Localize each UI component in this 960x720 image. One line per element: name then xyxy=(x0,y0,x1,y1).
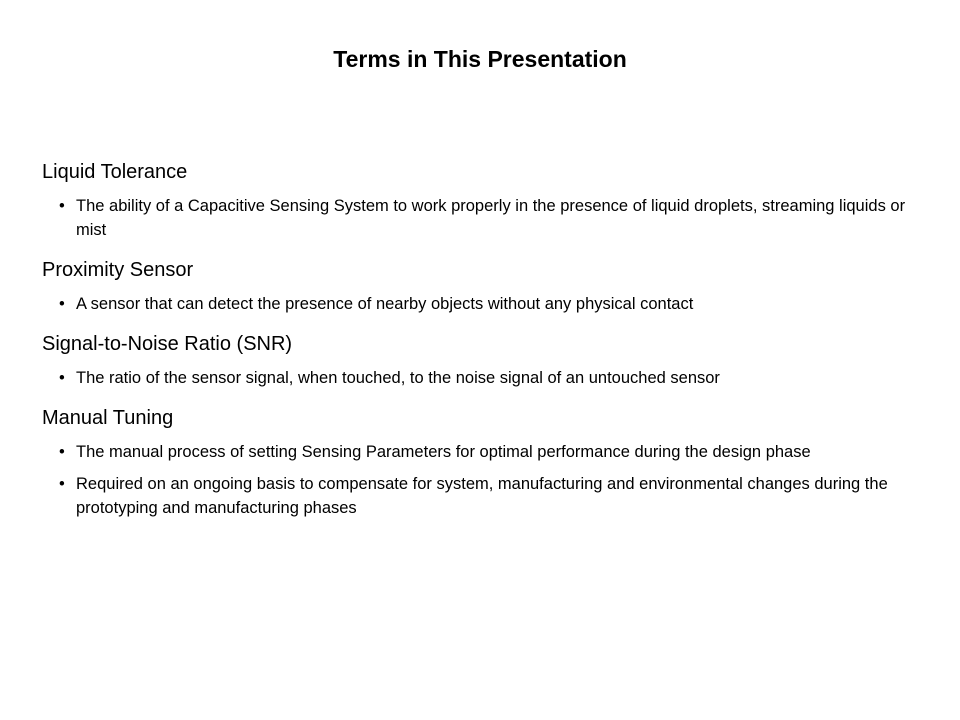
definition-bullet xyxy=(42,472,912,520)
bullet-icon: • xyxy=(59,369,65,387)
bullet-icon: • xyxy=(59,475,65,493)
term-heading: Liquid Tolerance xyxy=(42,161,188,183)
bullet-icon: • xyxy=(59,197,65,215)
definition-list xyxy=(42,292,912,316)
term-heading: Manual Tuning xyxy=(42,407,174,429)
definition-bullet xyxy=(42,366,912,390)
definition-list xyxy=(42,440,912,520)
term-heading: Signal-to-Noise Ratio (SNR) xyxy=(42,333,293,355)
terms-list xyxy=(42,158,912,534)
definition-list xyxy=(42,366,912,390)
definition-text: The ratio of the sensor signal, when touched, to the noise signal of an untouched sensor xyxy=(76,369,720,387)
term-proximity-sensor xyxy=(42,256,912,316)
term-liquid-tolerance xyxy=(42,158,912,242)
term-snr xyxy=(42,330,912,390)
term-manual-tuning xyxy=(42,404,912,520)
definition-list xyxy=(42,194,912,242)
bullet-icon: • xyxy=(59,443,65,461)
slide-title: Terms in This Presentation xyxy=(333,46,627,72)
definition-text: The manual process of setting Sensing Parameters for optimal performance during the design phase xyxy=(76,443,811,461)
definition-text: A sensor that can detect the presence of nearby objects without any physical contact xyxy=(76,295,694,313)
definition-text: Required on an ongoing basis to compensate for system, manufacturing and environmental changes during the prototyping and manufacturing phases xyxy=(76,475,888,517)
definition-bullet xyxy=(42,292,912,316)
definition-text: The ability of a Capacitive Sensing System to work properly in the presence of liquid droplets, streaming liquids or mist xyxy=(76,197,906,239)
bullet-icon: • xyxy=(59,295,65,313)
term-heading: Proximity Sensor xyxy=(42,259,194,281)
definition-bullet xyxy=(42,440,912,464)
definition-bullet xyxy=(42,194,912,242)
